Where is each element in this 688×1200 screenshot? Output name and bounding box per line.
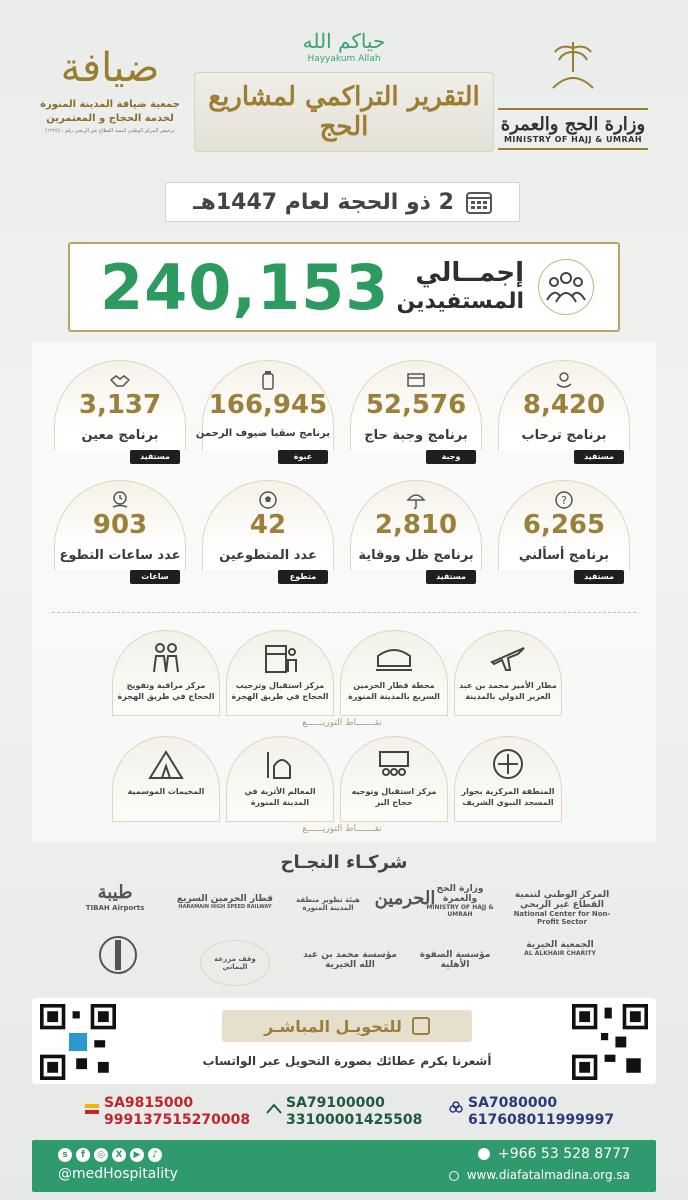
stat-card xyxy=(195,360,334,468)
pin-hand-icon xyxy=(554,370,574,390)
partner-name-en: National Center for Non-Profit Sector xyxy=(513,910,611,926)
partner-logo xyxy=(300,950,400,970)
stat-value: 3,137 xyxy=(78,390,162,420)
total-beneficiaries-value: 240,153 xyxy=(100,250,390,324)
partners-title: شركـاء النجـاح xyxy=(280,852,408,873)
transfer-subtitle: أشعرنا بكرم عطائك بصورة التحويل عبر الواتساب xyxy=(202,1054,492,1068)
report-date: 2 ذو الحجة لعام 1447هـ xyxy=(193,189,454,215)
distribution-point xyxy=(340,736,448,822)
stat-card xyxy=(350,480,482,588)
iban-line1: SA79100000 xyxy=(286,1095,385,1111)
partner-name: وقف مزرعة اليماني xyxy=(214,955,256,971)
partner-name: الحرمين xyxy=(374,888,436,909)
partner-name: طيبة xyxy=(97,882,133,903)
greeting-en: Hayyakum Allah xyxy=(307,54,381,64)
partner-name: الجمعية الخيرية xyxy=(526,940,594,950)
partner-logo xyxy=(88,930,148,983)
header xyxy=(0,28,688,178)
partner-logo xyxy=(80,882,150,912)
stat-unit: متطوع xyxy=(278,570,328,584)
partner-name: مؤسسة الصفوة الأهلية xyxy=(419,950,491,970)
minaret-emblem-icon xyxy=(98,930,138,980)
diafa-logo xyxy=(30,38,190,134)
train-icon xyxy=(374,640,414,676)
distribution-point-label: مطار الأمير محمد بن عبد العزيز الدولي بالمدينة xyxy=(459,681,557,701)
distribution-point xyxy=(454,736,562,822)
stat-value: 2,810 xyxy=(374,510,458,540)
partner-name-en: AL ALKHAIR CHARITY xyxy=(524,950,596,957)
stat-label: برنامج وجبة حاج xyxy=(364,428,468,443)
stat-unit: عبوة xyxy=(278,450,328,464)
stat-card xyxy=(350,360,482,468)
partner-name-en: TIBAH Airports xyxy=(85,904,145,912)
distribution-point-label: المعالم الأثرية في المدينة المنورة xyxy=(244,787,316,807)
iban-line2: 617608011999997 xyxy=(468,1112,615,1128)
stat-unit: مستفيد xyxy=(426,570,476,584)
stat-label: برنامج سقيا ضيوف الرحمن xyxy=(195,428,330,439)
palm-swords-icon xyxy=(543,38,603,98)
partner-name: وزارة الحج والعمرة xyxy=(436,884,484,904)
partner-name-en: MINISTRY OF HAJJ & UMRAH xyxy=(426,904,494,918)
date-bar xyxy=(165,182,520,222)
bank-logo-icon xyxy=(84,1101,100,1117)
ministry-name-box xyxy=(498,108,648,150)
distribution-point-label: مركز مراقبة وتفويج الحجاج في طريق الهجرة xyxy=(117,681,215,701)
divider xyxy=(52,612,636,613)
stat-value: 6,265 xyxy=(522,510,606,540)
stat-label: برنامج ترحاب xyxy=(521,428,607,443)
stat-unit: ساعات xyxy=(130,570,180,584)
stat-value: 52,576 xyxy=(365,390,467,420)
stat-unit: وجبة xyxy=(426,450,476,464)
partner-name-en: HARAMAIN HIGH SPEED RAILWAY xyxy=(178,904,272,910)
youtube-icon[interactable]: ▶ xyxy=(130,1148,144,1162)
phone-number[interactable] xyxy=(478,1146,630,1162)
hand-card-icon xyxy=(412,1017,430,1035)
distribution-point xyxy=(112,630,220,716)
partner-logo xyxy=(170,894,280,910)
distribution-point xyxy=(454,630,562,716)
iban-entry[interactable] xyxy=(266,1095,422,1129)
greeting-ar: حياكم الله xyxy=(302,29,386,53)
distribution-point-label: مركز استقبال وترحيب الحجاج في طريق الهجرة xyxy=(231,681,329,701)
partner-logo xyxy=(410,950,500,970)
title-box xyxy=(194,72,494,152)
tiktok-icon[interactable]: ♪ xyxy=(148,1148,162,1162)
group-people-icon xyxy=(538,259,594,315)
qr-code-icon[interactable] xyxy=(572,1004,648,1080)
partner-name: المركز الوطني لتنمية القطاع غير الربحي xyxy=(514,890,610,910)
website-link[interactable] xyxy=(449,1168,630,1182)
stat-unit: مستفيد xyxy=(574,450,624,464)
stat-label: عدد المتطوعين xyxy=(219,548,317,563)
total-beneficiaries-box xyxy=(68,242,620,332)
stat-label: عدد ساعات التطوع xyxy=(59,548,181,563)
people-icon xyxy=(146,640,186,676)
diafa-name-line2: لخدمة الحجاج و المعتمرين xyxy=(46,113,174,124)
tent-icon xyxy=(146,746,186,782)
handshake-icon xyxy=(110,370,130,390)
clock-hand-icon xyxy=(110,490,130,510)
stat-unit: مستفيد xyxy=(574,570,624,584)
stat-label: برنامج معين xyxy=(81,428,159,443)
stat-card xyxy=(54,480,186,588)
bank-logo-icon xyxy=(266,1101,282,1117)
report-title-block xyxy=(180,28,508,152)
partner-name: هيئة تطوير منطقة المدينة المنورة xyxy=(296,896,360,912)
iban-list xyxy=(40,1095,650,1139)
distribution-point xyxy=(112,736,220,822)
calendar-icon xyxy=(466,190,492,214)
stat-unit: مستفيد xyxy=(130,450,180,464)
diafa-logo-mark: ضيافة xyxy=(60,45,160,91)
partner-logo xyxy=(370,888,440,910)
partner-logo xyxy=(290,896,366,912)
diafa-license: ترخيص المركز الوطني لتنمية القطاع غير الربحي رقم : (١٢٢٥) xyxy=(45,128,175,134)
iban-entry[interactable] xyxy=(448,1095,614,1129)
x-icon[interactable]: X xyxy=(112,1148,126,1162)
stat-value: 903 xyxy=(92,510,148,540)
meal-box-icon xyxy=(406,370,426,390)
iban-entry[interactable] xyxy=(84,1095,250,1129)
total-label xyxy=(397,258,525,316)
transfer-panel xyxy=(32,998,656,1084)
water-bottle-icon xyxy=(258,370,278,390)
total-label-line1: إجمــالي xyxy=(415,258,524,288)
building-icon xyxy=(260,640,300,676)
distribution-point xyxy=(226,630,334,716)
globe-icon xyxy=(449,1171,459,1181)
distribution-points-row1 xyxy=(112,630,572,730)
distribution-caption: نقـــــــاط التوزيــــــع xyxy=(302,824,382,834)
partner-name: مؤسسة محمد بن عبد الله الخيرية xyxy=(303,950,397,970)
svg-text:?: ? xyxy=(561,494,567,507)
distribution-point-label: المنطقة المركزية بجوار المسجد النبوي الشريف xyxy=(461,787,555,807)
bank-logo-icon xyxy=(448,1101,464,1117)
distribution-point xyxy=(340,630,448,716)
iban-line1: SA7080000 xyxy=(468,1095,558,1111)
stat-card xyxy=(54,360,186,468)
distribution-point-label: مركز استقبال وتوجيه حجاج البر xyxy=(351,787,437,807)
stat-label: برنامج أسألني xyxy=(518,548,610,563)
ministry-logo xyxy=(498,38,648,150)
ministry-name-en: MINISTRY OF HAJJ & UMRAH xyxy=(503,135,643,144)
social-handle[interactable]: @medHospitality xyxy=(58,1166,178,1182)
stat-value: 166,945 xyxy=(208,390,328,420)
transfer-title: للتحويـل المباشـر xyxy=(264,1016,402,1036)
phone-text: +966 53 528 8777 xyxy=(498,1146,630,1162)
distribution-point xyxy=(226,736,334,822)
transfer-title-box xyxy=(222,1010,472,1042)
center-icon xyxy=(488,746,528,782)
total-label-group xyxy=(397,258,595,316)
iban-line1: SA9815000 xyxy=(104,1095,194,1111)
partner-name: قطار الحرمين السريع xyxy=(176,894,274,904)
social-icons xyxy=(58,1148,162,1162)
football-icon xyxy=(258,490,278,510)
footer xyxy=(32,1140,656,1192)
stat-card xyxy=(498,360,630,468)
whatsapp-icon xyxy=(478,1148,490,1160)
diafa-name-line1: جمعية ضيافة المدينة المنورة xyxy=(40,99,180,110)
airplane-icon xyxy=(488,640,528,676)
qr-code-icon[interactable] xyxy=(40,1004,116,1080)
instagram-icon[interactable]: ◎ xyxy=(94,1148,108,1162)
partner-logo xyxy=(510,940,610,957)
iban-line2: 33100001425508 xyxy=(286,1112,423,1128)
total-label-line2: المستفيدين xyxy=(396,289,524,314)
distribution-caption: نقـــــــاط التوزيــــــع xyxy=(302,718,382,728)
stat-card xyxy=(202,480,334,588)
mosque-icon xyxy=(260,746,300,782)
partner-logo xyxy=(200,940,270,986)
distribution-points-row2 xyxy=(112,736,572,836)
distribution-point-label: المخيمات الموسمية xyxy=(127,787,205,796)
iban-line2: 999137515270008 xyxy=(104,1112,251,1128)
partner-logo xyxy=(512,890,612,926)
stat-value: 42 xyxy=(249,510,287,540)
facebook-icon[interactable]: f xyxy=(76,1148,90,1162)
stat-card xyxy=(498,480,630,588)
stat-label: برنامج ظل ووقاية xyxy=(358,548,474,563)
umbrella-icon xyxy=(406,490,426,510)
page-title: التقرير التراكمي لمشاريع الحج xyxy=(208,82,480,142)
ministry-name-ar: وزارة الحج والعمرة xyxy=(500,114,646,135)
website-text: www.diafatalmadina.org.sa xyxy=(466,1168,630,1182)
question-icon xyxy=(554,490,574,510)
stat-value: 8,420 xyxy=(522,390,606,420)
distribution-point-label: محطة قطار الحرمين السريع بالمدينة المنورة xyxy=(348,681,440,701)
snapchat-icon[interactable]: s xyxy=(58,1148,72,1162)
bus-icon xyxy=(374,746,414,782)
